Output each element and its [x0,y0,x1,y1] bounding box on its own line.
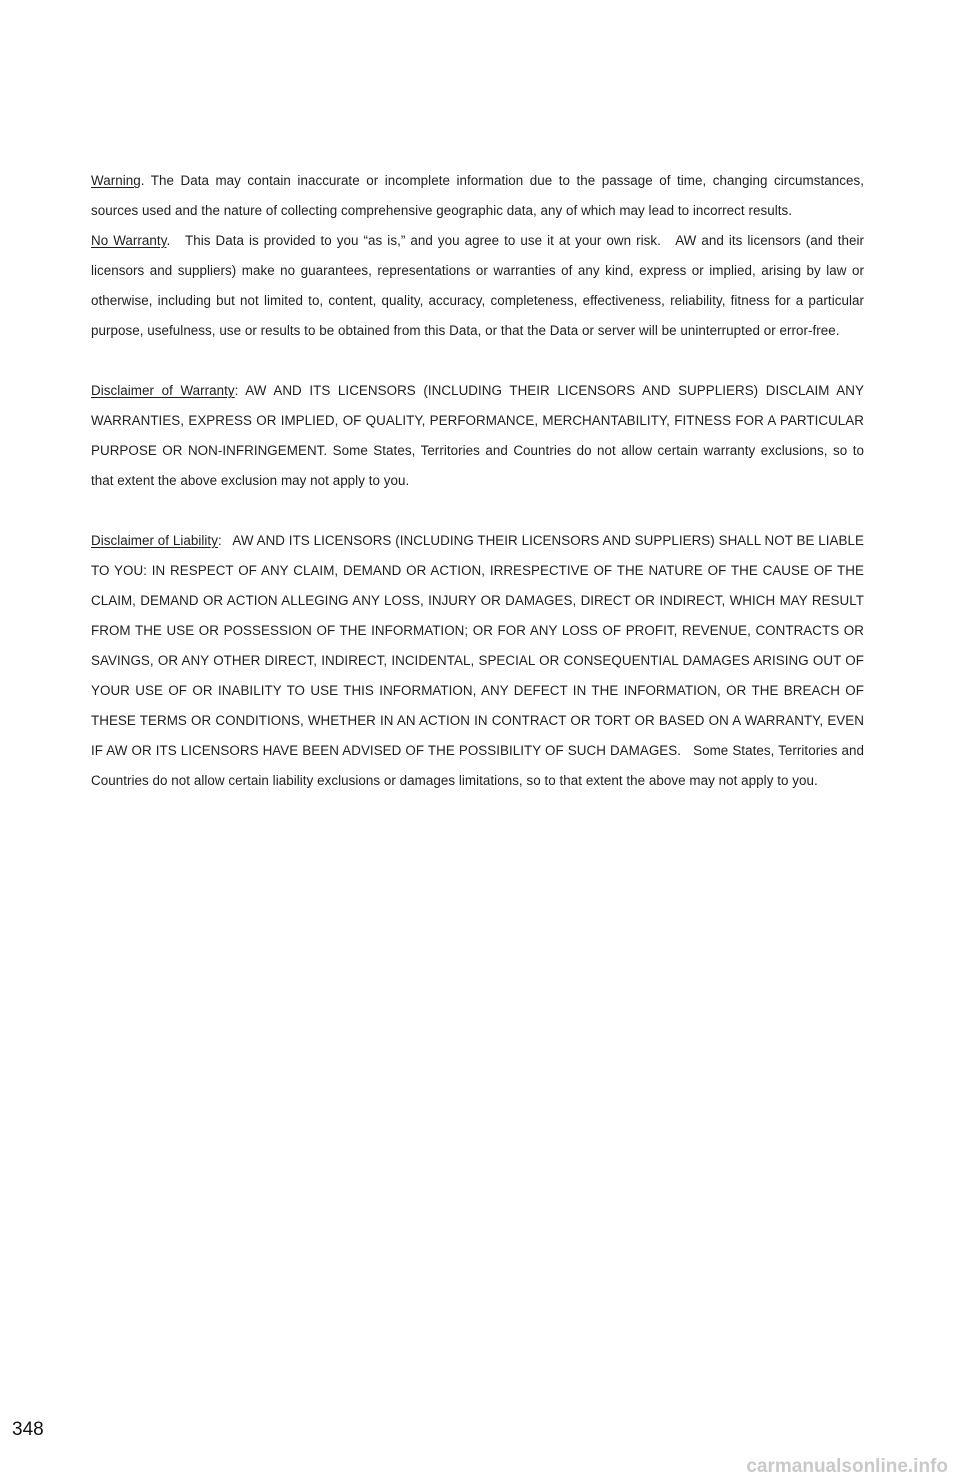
paragraph-spacer [91,346,864,376]
disclaimer-liability-text: AW AND ITS LICENSORS (INCLUDING THEIR LICENSORS AND SUPPLIERS) SHALL NOT BE LIABLE TO YOU: IN RESPECT OF ANY CLAIM, DEMAND OR ACTION, IRRESPECTIVE OF THE NATURE OF THE CAUSE OF THE CLAIM, DEMAND OR ACTION ALLEGING ANY LOSS, INJURY OR DAMAGES, DIRECT OR INDIRECT, WHICH MAY RESULT FROM THE USE OR POSSESSION OF THE INFORMATION; OR FOR ANY LOSS OF PROFIT, REVENUE, CONTRACTS OR SAVINGS, OR ANY OTHER DIRECT, INDIRECT, INCIDENTAL, SPECIAL OR CONSEQUENTIAL DAMAGES ARISING OUT OF YOUR USE OF OR INABILITY TO USE THIS INFORMATION, ANY DEFECT IN THE INFORMATION, OR THE BREACH OF THESE TERMS OR CONDITIONS, WHETHER IN AN ACTION IN CONTRACT OR TORT OR BASED ON A WARRANTY, EVEN IF AW OR ITS LICENSORS HAVE BEEN ADVISED OF THE POSSIBILITY OF SUCH DAMAGES. Some States, Territories and Countries do not allow certain liability exclusions or damages limitations, so to that extent the above may not apply to you. [91,533,868,788]
paragraph-spacer [91,496,864,526]
no-warranty-paragraph [91,226,868,346]
warning-text: The Data may contain inaccurate or incomplete information due to the passage of time, changing circumstances, sources used and the nature of collecting comprehensive geographic data, any of which may lead to incorrect results. [91,173,864,218]
disclaimer-warranty-heading-punct: : [234,383,239,398]
warning-heading: Warning [91,173,141,188]
warning-heading-punct: . [140,173,145,188]
legal-notice-body [91,166,868,796]
warning-paragraph [91,166,864,226]
no-warranty-heading: No Warranty [91,233,167,248]
no-warranty-text: This Data is provided to you “as is,” and you agree to use it at your own risk. AW and its licensors (and their licensors and suppliers) make no guarantees, representations or warranties of any kind, express or implied, arising by law or otherwise, including but not limited to, content, quality, accuracy, completeness, effectiveness, reliability, fitness for a particular purpose, usefulness, use or results to be obtained from this Data, or that the Data or server will be uninterrupted or error-free. [91,233,868,338]
page-number: 348 [12,1419,44,1440]
disclaimer-warranty-heading: Disclaimer of Warranty [91,383,235,398]
disclaimer-liability-heading: Disclaimer of Liability [91,533,218,548]
no-warranty-heading-punct: . [166,233,171,248]
disclaimer-liability-heading-punct: : [217,533,222,548]
disclaimer-warranty-text: AW AND ITS LICENSORS (INCLUDING THEIR LICENSORS AND SUPPLIERS) DISCLAIM ANY WARRANTIES, EXPRESS OR IMPLIED, OF QUALITY, PERFORMANCE, MERCHANTABILITY, FITNESS FOR A PARTICULAR PURPOSE OR NON-INFRINGEMENT. Some States, Territories and Countries do not allow certain warranty exclusions, so to that extent the above exclusion may not apply to you. [91,383,864,488]
disclaimer-liability-paragraph [91,526,868,796]
disclaimer-warranty-paragraph [91,376,864,496]
site-watermark: carmanualsonline.info [746,1456,948,1477]
